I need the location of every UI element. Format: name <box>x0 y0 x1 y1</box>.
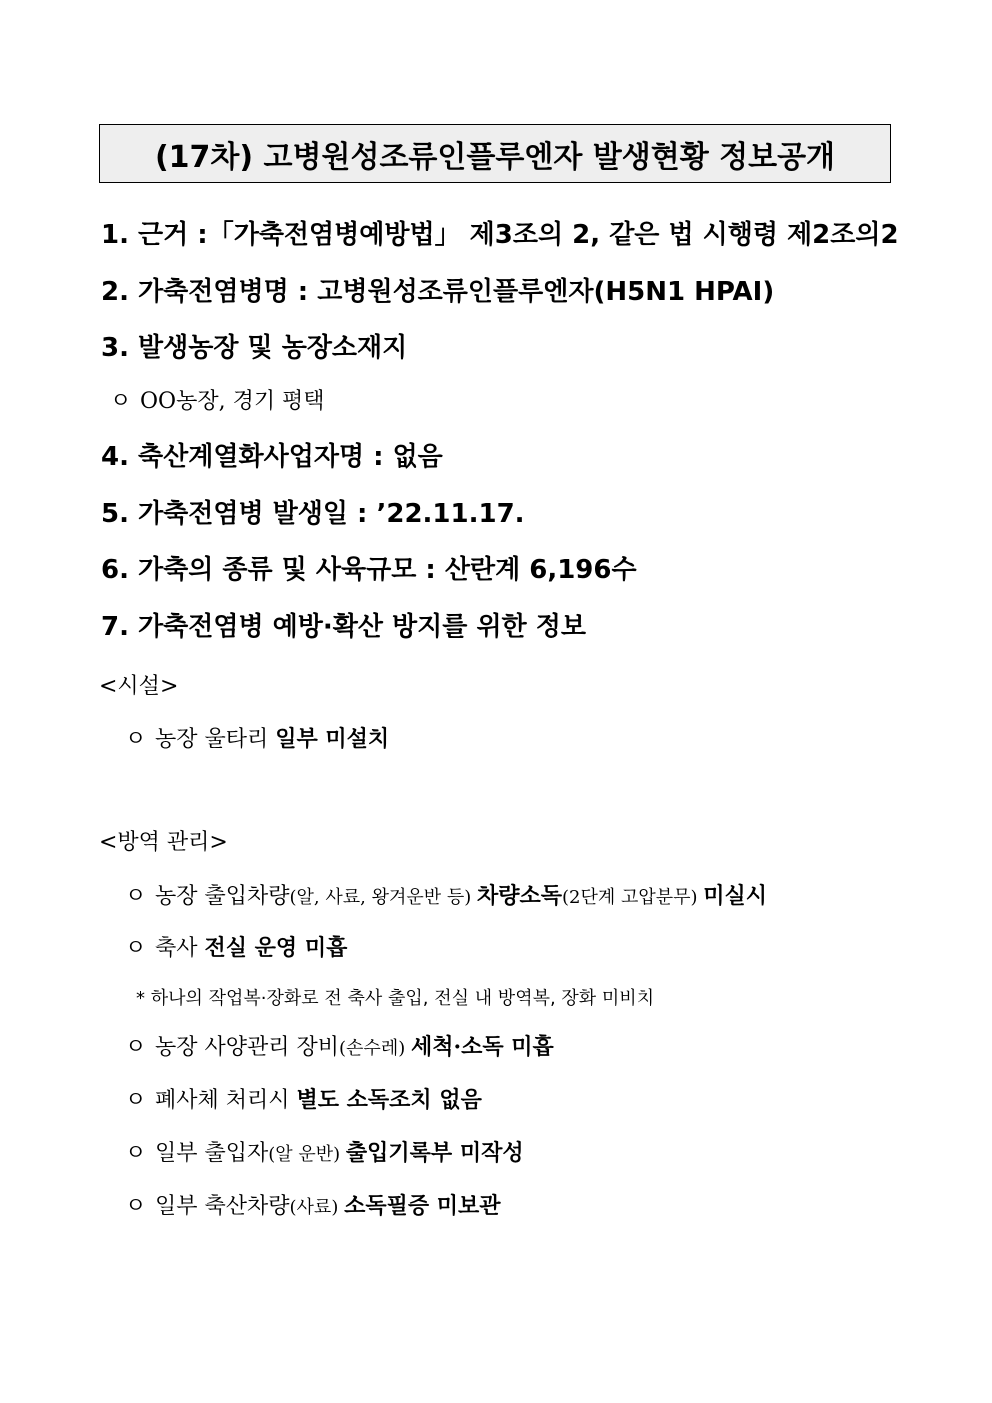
item-text: 농장 출입차량 <box>155 884 290 909</box>
item-detail: (알, 사료, 왕겨운반 등) <box>289 887 477 908</box>
heading-farm-location: 3. 발생농장 및 농장소재지 <box>101 333 408 363</box>
quarantine-item-equipment <box>125 1032 554 1064</box>
item-emphasis: 세척·소독 미흡 <box>410 1034 554 1060</box>
page-title: (17차) 고병원성조류인플루엔자 발생현황 정보공개 <box>154 139 836 175</box>
bullet-icon: ㅇ <box>110 389 132 414</box>
bullet-icon: ㅇ <box>125 727 147 752</box>
heading-disease-name: 2. 가축전염병명 : 고병원성조류인플루엔자(H5N1 HPAI) <box>101 277 775 307</box>
farm-location-item <box>110 387 325 417</box>
item-detail: (사료) <box>289 1197 345 1218</box>
item-text: 농장 사양관리 장비 <box>155 1035 340 1060</box>
item-detail: (알 운반) <box>268 1144 346 1165</box>
bullet-icon: ㅇ <box>125 1035 147 1060</box>
anteroom-note: * 하나의 작업복·장화로 전 축사 출입, 전실 내 방역복, 장화 미비치 <box>136 988 655 1009</box>
heading-outbreak-date: 5. 가축전염병 발생일 : ’22.11.17. <box>101 499 525 529</box>
bullet-icon: ㅇ <box>125 1141 147 1166</box>
farm-location-text: OO농장, 경기 평택 <box>140 389 325 414</box>
bullet-icon: ㅇ <box>125 1088 147 1113</box>
item-text: 폐사체 처리시 <box>155 1088 297 1113</box>
heading-livestock-scale: 6. 가축의 종류 및 사육규모 : 산란계 6,196수 <box>101 555 637 585</box>
facility-item-text: 농장 울타리 <box>155 727 276 752</box>
heading-prevention-info: 7. 가축전염병 예방·확산 방지를 위한 정보 <box>101 612 586 642</box>
item-emphasis: 출입기록부 미작성 <box>345 1140 524 1166</box>
facility-item <box>125 724 389 755</box>
quarantine-item-vehicle <box>125 881 767 913</box>
item-emphasis: 전실 운영 미흡 <box>204 935 348 961</box>
quarantine-item-livestock-vehicle <box>125 1191 501 1223</box>
quarantine-item-anteroom <box>125 933 347 964</box>
item-emphasis: 별도 소독조치 없음 <box>296 1087 482 1113</box>
heading-basis: 1. 근거 :「가축전염병예방법」 제3조의 2, 같은 법 시행령 제2조의2 <box>101 220 899 250</box>
heading-integrator: 4. 축산계열화사업자명 : 없음 <box>101 442 443 472</box>
facility-item-emphasis: 일부 미설치 <box>275 726 390 752</box>
bullet-icon: ㅇ <box>125 936 147 961</box>
quarantine-item-carcass <box>125 1085 482 1116</box>
bullet-icon: ㅇ <box>125 884 147 909</box>
item-emphasis: 미실시 <box>703 883 768 909</box>
item-emphasis: 차량소독 <box>477 883 563 909</box>
quarantine-section-label: <방역 관리> <box>99 830 228 855</box>
item-detail: (손수레) <box>339 1038 411 1059</box>
item-detail: (2단계 고압분무) <box>562 887 704 908</box>
item-text: 일부 축산차량 <box>155 1194 290 1219</box>
item-emphasis: 소독필증 미보관 <box>344 1193 501 1219</box>
title-box <box>99 124 891 183</box>
quarantine-item-visitors <box>125 1138 524 1170</box>
item-text: 축사 <box>155 936 205 961</box>
item-text: 일부 출입자 <box>155 1141 269 1166</box>
bullet-icon: ㅇ <box>125 1194 147 1219</box>
facility-section-label: <시설> <box>99 674 179 699</box>
